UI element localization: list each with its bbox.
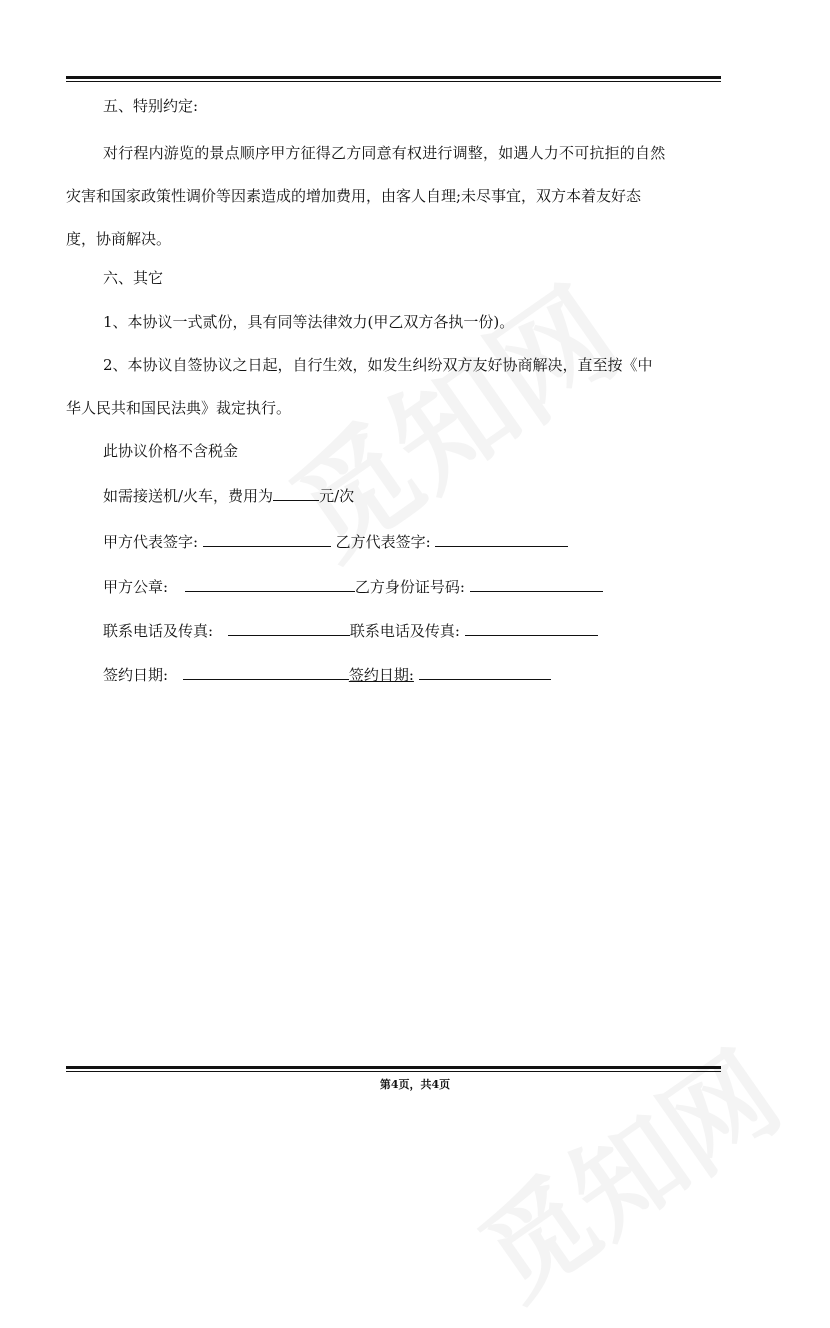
section6-item1: 1、本协议一式贰份，具有同等法律效力(甲乙双方各执一份)。 <box>103 313 515 331</box>
sign-date-b-label: 签约日期: <box>348 666 414 684</box>
section5-para-line2: 灾害和国家政策性调价等因素造成的增加费用，由客人自理;未尽事宜，双方本着友好态 <box>66 187 642 205</box>
section5-para-line1: 对行程内游览的景点顺序甲方征得乙方同意有权进行调整，如遇人力不可抗拒的自然 <box>103 144 666 162</box>
watermark-bottom <box>445 1010 806 1328</box>
sign-date-a-label: 签约日期: <box>103 666 169 684</box>
party-b-rep-field[interactable] <box>435 531 568 547</box>
phone-fax-a-field[interactable] <box>228 620 350 636</box>
section6-heading: 六、其它 <box>103 269 164 287</box>
sign-row-2 <box>103 576 603 597</box>
section6-item2-line2: 华人民共和国民法典》裁定执行。 <box>66 399 292 417</box>
sign-row-3 <box>103 620 598 641</box>
sign-row-4 <box>103 664 551 685</box>
pickup-fee-line <box>103 485 354 506</box>
party-a-seal-field[interactable] <box>185 576 355 592</box>
phone-fax-a-label: 联系电话及传真: <box>103 622 214 640</box>
footer-rule <box>66 1066 721 1072</box>
pickup-fee-field[interactable] <box>273 485 319 501</box>
party-b-rep-label: 乙方代表签字: <box>335 533 431 551</box>
party-b-id-field[interactable] <box>470 576 603 592</box>
sign-date-b-field[interactable] <box>419 664 551 680</box>
party-a-rep-field[interactable] <box>203 531 331 547</box>
tax-note: 此协议价格不含税金 <box>103 442 239 460</box>
section6-item2-line1: 2、本协议自签协议之日起，自行生效，如发生纠纷双方友好协商解决，直至按《中 <box>103 356 653 374</box>
section5-para-line3: 度，协商解决。 <box>66 230 172 248</box>
phone-fax-b-label: 联系电话及传真: <box>349 622 460 640</box>
party-a-rep-label: 甲方代表签字: <box>103 533 199 551</box>
pickup-prefix: 如需接送机/火车，费用为 <box>103 487 274 505</box>
sign-row-1 <box>103 531 568 552</box>
section5-heading: 五、特别约定: <box>103 97 199 115</box>
party-a-seal-label: 甲方公章: <box>103 578 169 596</box>
party-b-id-label: 乙方身份证号码: <box>354 578 465 596</box>
header-rule <box>66 76 721 82</box>
pickup-suffix: 元/次 <box>319 487 355 505</box>
sign-date-a-field[interactable] <box>183 664 349 680</box>
phone-fax-b-field[interactable] <box>465 620 598 636</box>
page-number: 第4页，共4页 <box>379 1078 451 1091</box>
